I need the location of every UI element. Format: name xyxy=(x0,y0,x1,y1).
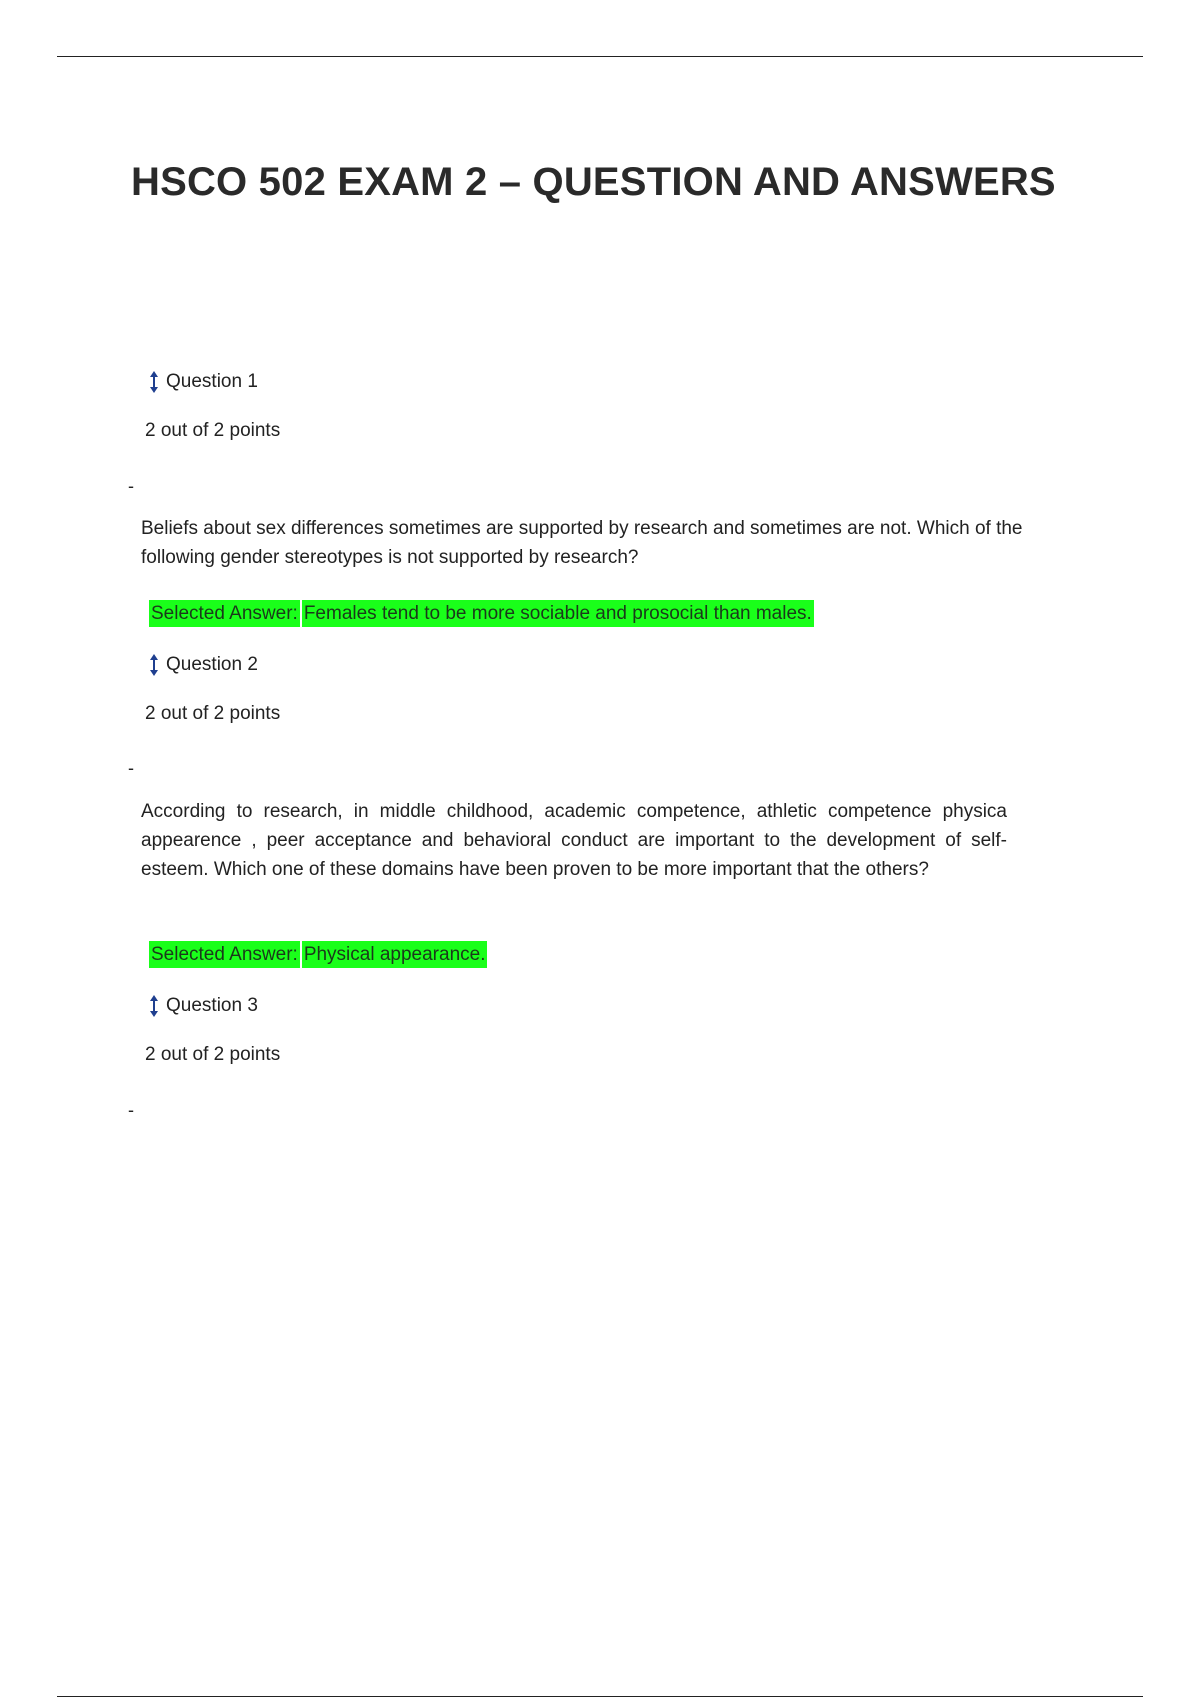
question-1-text: Beliefs about sex differences sometimes are supported by research and sometimes are not. Which of the following gender stereotypes is not supported by research? xyxy=(141,518,1023,568)
vertical-double-arrow-icon xyxy=(148,993,160,1019)
question-1-label: Question 1 xyxy=(166,371,258,392)
vertical-double-arrow-icon xyxy=(148,652,160,678)
answer-value: Females tend to be more sociable and prosocial than males. xyxy=(302,600,814,627)
question-3-label: Question 3 xyxy=(166,995,258,1016)
question-2-label: Question 2 xyxy=(166,654,258,675)
question-3-header xyxy=(148,992,258,1020)
question-1-marker: - xyxy=(128,476,134,496)
question-2-points: 2 out of 2 points xyxy=(145,703,281,724)
question-3-marker: - xyxy=(128,1100,134,1120)
question-2-text: According to research, in middle childhood, academic competence, athletic competence physica appearence , peer acceptance and behavioral conduct are important to the development of self- esteem. Which one of these domains have been proven to be more important that the others? xyxy=(141,801,1007,880)
document-title: HSCO 502 EXAM 2 – QUESTION AND ANSWERS xyxy=(131,160,1056,204)
question-1-selected-answer xyxy=(149,600,814,627)
question-3-points: 2 out of 2 points xyxy=(145,1044,281,1065)
question-2-selected-answer xyxy=(149,941,487,968)
footer-rule xyxy=(57,1696,1143,1697)
question-2-header xyxy=(148,651,258,679)
question-1-header xyxy=(148,368,258,396)
question-2-marker: - xyxy=(128,758,134,778)
answer-value: Physical appearance. xyxy=(302,941,488,968)
vertical-double-arrow-icon xyxy=(148,369,160,395)
question-1-points: 2 out of 2 points xyxy=(145,420,281,441)
answer-label: Selected Answer: xyxy=(149,941,300,968)
answer-label: Selected Answer: xyxy=(149,600,300,627)
header-rule xyxy=(57,56,1143,57)
